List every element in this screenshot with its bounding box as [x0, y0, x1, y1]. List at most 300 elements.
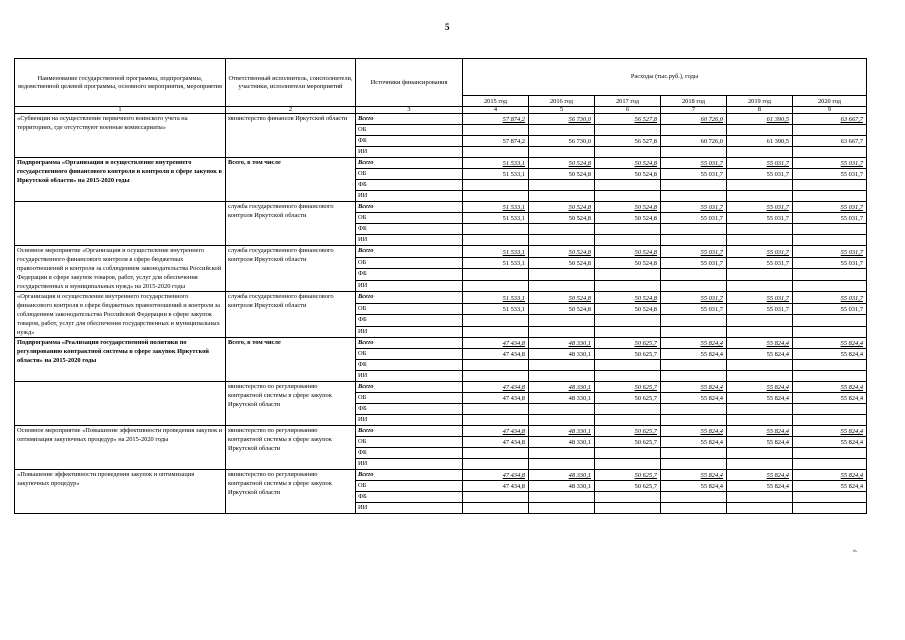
amount-cell: 55 824,4: [793, 470, 867, 481]
column-number: 6: [595, 107, 661, 114]
amount-cell: [595, 415, 661, 426]
funding-source: ФБ: [356, 136, 463, 147]
amount-cell: [529, 404, 595, 415]
amount-cell: [595, 125, 661, 136]
amount-cell: 48 330,1: [529, 382, 595, 393]
amount-cell: 50 524,8: [595, 257, 661, 269]
amount-cell: [661, 269, 727, 281]
header-numbers-row: [15, 107, 867, 114]
amount-cell: 50 524,8: [529, 292, 595, 304]
amount-cell: [463, 371, 529, 382]
amount-cell: [727, 492, 793, 503]
amount-cell: 50 524,8: [595, 292, 661, 304]
table-row: [15, 382, 867, 393]
table-row: [15, 158, 867, 169]
amount-cell: [463, 326, 529, 338]
executor-name: служба государственного финансового контроля Иркутской области: [226, 292, 356, 338]
funding-source: ИИ: [356, 191, 463, 202]
amount-cell: [463, 492, 529, 503]
amount-cell: [793, 191, 867, 202]
amount-cell: 48 330,1: [529, 470, 595, 481]
amount-cell: [463, 191, 529, 202]
amount-cell: 55 031,7: [661, 158, 727, 169]
amount-cell: [727, 125, 793, 136]
amount-cell: [727, 503, 793, 514]
amount-cell: 55 824,4: [793, 349, 867, 360]
amount-cell: 51 533,1: [463, 213, 529, 224]
funding-source: ОБ: [356, 169, 463, 180]
amount-cell: [727, 147, 793, 158]
amount-cell: [727, 224, 793, 235]
table-row: [15, 114, 867, 125]
amount-cell: [661, 235, 727, 246]
amount-cell: [793, 326, 867, 338]
amount-cell: 51 533,1: [463, 202, 529, 213]
amount-cell: [463, 125, 529, 136]
program-name: Основное мероприятие «Организация и осуществление внутреннего государственного финансового контроля в сфере бюджетных правоотношений и контроля за соблюдением законодательства Российской Федерации в сфере закупок товаров, работ, услуг для обеспечения государственных и муниципальных нужд» на 2015-2020 годы: [15, 246, 226, 292]
amount-cell: 60 726,0: [661, 114, 727, 125]
funding-source: ОБ: [356, 349, 463, 360]
amount-cell: 51 533,1: [463, 158, 529, 169]
amount-cell: [727, 235, 793, 246]
amount-cell: 48 330,1: [529, 437, 595, 448]
amount-cell: [529, 326, 595, 338]
funding-source: Всего: [356, 246, 463, 258]
table-body: [15, 114, 867, 514]
table-row: [15, 338, 867, 349]
amount-cell: 55 031,7: [661, 303, 727, 315]
amount-cell: [661, 503, 727, 514]
amount-cell: [463, 503, 529, 514]
amount-cell: 50 625,7: [595, 437, 661, 448]
funding-source: ИИ: [356, 147, 463, 158]
amount-cell: 55 824,4: [727, 382, 793, 393]
amount-cell: [595, 224, 661, 235]
amount-cell: 55 824,4: [793, 481, 867, 492]
amount-cell: [595, 269, 661, 281]
amount-cell: [793, 125, 867, 136]
amount-cell: 48 330,1: [529, 393, 595, 404]
amount-cell: 50 625,7: [595, 481, 661, 492]
amount-cell: 55 824,4: [661, 393, 727, 404]
amount-cell: 50 524,8: [595, 246, 661, 258]
end-mark: ».: [853, 548, 858, 554]
amount-cell: 55 031,7: [727, 303, 793, 315]
amount-cell: 55 031,7: [661, 246, 727, 258]
amount-cell: 55 824,4: [661, 470, 727, 481]
amount-cell: [463, 280, 529, 292]
amount-cell: [595, 503, 661, 514]
amount-cell: [661, 191, 727, 202]
amount-cell: [727, 280, 793, 292]
funding-source: ФБ: [356, 404, 463, 415]
amount-cell: 55 824,4: [661, 426, 727, 437]
amount-cell: 55 031,7: [793, 246, 867, 258]
table-row: [15, 246, 867, 258]
amount-cell: [595, 360, 661, 371]
amount-cell: [529, 224, 595, 235]
funding-source: Всего: [356, 114, 463, 125]
year-header: 2018 год: [661, 96, 727, 107]
program-name: «Повышение эффективности проведения закупок и оптимизация закупочных процедур»: [15, 470, 226, 514]
column-number: 3: [356, 107, 463, 114]
amount-cell: 50 524,8: [529, 257, 595, 269]
amount-cell: 57 874,2: [463, 136, 529, 147]
amount-cell: [595, 191, 661, 202]
table-row: [15, 292, 867, 304]
column-number: 9: [793, 107, 867, 114]
amount-cell: [595, 459, 661, 470]
amount-cell: 47 434,8: [463, 470, 529, 481]
amount-cell: [793, 147, 867, 158]
amount-cell: [661, 415, 727, 426]
amount-cell: 55 824,4: [727, 470, 793, 481]
amount-cell: [793, 371, 867, 382]
budget-table: [14, 58, 867, 514]
amount-cell: 50 524,8: [595, 213, 661, 224]
amount-cell: [793, 404, 867, 415]
funding-source: ФБ: [356, 360, 463, 371]
year-header: 2016 год: [529, 96, 595, 107]
funding-source: ОБ: [356, 393, 463, 404]
amount-cell: [529, 448, 595, 459]
amount-cell: 51 533,1: [463, 246, 529, 258]
executor-name: служба государственного финансового контроля Иркутской области: [226, 246, 356, 292]
amount-cell: [529, 280, 595, 292]
amount-cell: 55 031,7: [793, 202, 867, 213]
executor-name: Всего, в том числе: [226, 338, 356, 382]
amount-cell: 60 726,0: [661, 136, 727, 147]
amount-cell: [727, 180, 793, 191]
funding-source: ФБ: [356, 448, 463, 459]
amount-cell: 55 031,7: [727, 246, 793, 258]
amount-cell: [793, 459, 867, 470]
amount-cell: [793, 360, 867, 371]
column-number: 8: [727, 107, 793, 114]
amount-cell: 50 524,8: [595, 303, 661, 315]
program-name: [15, 202, 226, 246]
amount-cell: [727, 459, 793, 470]
funding-source: ФБ: [356, 492, 463, 503]
amount-cell: [463, 360, 529, 371]
funding-source: ИИ: [356, 415, 463, 426]
amount-cell: 55 824,4: [727, 426, 793, 437]
amount-cell: [463, 315, 529, 327]
amount-cell: [463, 404, 529, 415]
amount-cell: 55 824,4: [727, 437, 793, 448]
column-number: 1: [15, 107, 226, 114]
amount-cell: [463, 269, 529, 281]
amount-cell: 55 824,4: [661, 338, 727, 349]
amount-cell: 47 434,8: [463, 338, 529, 349]
amount-cell: 55 824,4: [727, 338, 793, 349]
amount-cell: 55 031,7: [727, 213, 793, 224]
amount-cell: 55 031,7: [727, 292, 793, 304]
amount-cell: [595, 326, 661, 338]
amount-cell: 50 524,8: [595, 202, 661, 213]
amount-cell: [661, 360, 727, 371]
funding-source: ОБ: [356, 125, 463, 136]
amount-cell: [529, 503, 595, 514]
amount-cell: 61 390,5: [727, 114, 793, 125]
amount-cell: [661, 125, 727, 136]
program-name: «Субвенции на осуществление первичного воинского учета на территориях, где отсутствуют военные комиссариаты»: [15, 114, 226, 158]
executor-name: министерство финансов Иркутской области: [226, 114, 356, 158]
funding-source: ОБ: [356, 213, 463, 224]
amount-cell: [793, 224, 867, 235]
amount-cell: [793, 448, 867, 459]
amount-cell: 56 527,8: [595, 114, 661, 125]
year-header: 2015 год: [463, 96, 529, 107]
amount-cell: [661, 315, 727, 327]
amount-cell: 55 824,4: [661, 437, 727, 448]
amount-cell: 55 031,7: [793, 158, 867, 169]
funding-source: ФБ: [356, 224, 463, 235]
amount-cell: 63 667,7: [793, 136, 867, 147]
amount-cell: 55 031,7: [793, 169, 867, 180]
amount-cell: 50 625,7: [595, 393, 661, 404]
header-program: Наименование государственной программы, подпрограммы, ведомственной целевой программы, основного мероприятия, мероприятия: [15, 59, 226, 107]
amount-cell: [463, 448, 529, 459]
amount-cell: [529, 235, 595, 246]
amount-cell: [793, 280, 867, 292]
amount-cell: 56 730,0: [529, 136, 595, 147]
amount-cell: [529, 125, 595, 136]
funding-source: ОБ: [356, 481, 463, 492]
amount-cell: [595, 492, 661, 503]
amount-cell: 50 524,8: [595, 158, 661, 169]
amount-cell: 48 330,1: [529, 481, 595, 492]
funding-source: Всего: [356, 470, 463, 481]
amount-cell: [529, 269, 595, 281]
amount-cell: [727, 360, 793, 371]
amount-cell: [727, 404, 793, 415]
amount-cell: [529, 360, 595, 371]
program-name: Подпрограмма «Реализация государственной политики по регулированию контрактной системы в сфере закупок Иркутской области» на 2015-2020 годы: [15, 338, 226, 382]
amount-cell: [595, 404, 661, 415]
funding-source: ИИ: [356, 235, 463, 246]
amount-cell: [727, 315, 793, 327]
amount-cell: 47 434,8: [463, 437, 529, 448]
amount-cell: [463, 180, 529, 191]
header-executor: Ответственный исполнитель, соисполнители, участники, исполнители мероприятий: [226, 59, 356, 107]
amount-cell: 51 533,1: [463, 303, 529, 315]
amount-cell: [595, 371, 661, 382]
amount-cell: 50 625,7: [595, 338, 661, 349]
amount-cell: [529, 459, 595, 470]
amount-cell: 48 330,1: [529, 349, 595, 360]
funding-source: ИИ: [356, 503, 463, 514]
funding-source: Всего: [356, 202, 463, 213]
funding-source: ОБ: [356, 303, 463, 315]
page-number: 5: [445, 22, 450, 32]
year-header: 2019 год: [727, 96, 793, 107]
funding-source: ОБ: [356, 437, 463, 448]
amount-cell: 47 434,8: [463, 382, 529, 393]
amount-cell: 47 434,8: [463, 481, 529, 492]
column-number: 5: [529, 107, 595, 114]
amount-cell: 55 031,7: [793, 292, 867, 304]
amount-cell: 55 031,7: [727, 257, 793, 269]
amount-cell: 50 524,8: [529, 202, 595, 213]
amount-cell: 55 031,7: [661, 169, 727, 180]
amount-cell: 51 533,1: [463, 169, 529, 180]
funding-source: Всего: [356, 338, 463, 349]
amount-cell: 50 524,8: [595, 169, 661, 180]
amount-cell: 48 330,1: [529, 338, 595, 349]
executor-name: служба государственного финансового контроля Иркутской области: [226, 202, 356, 246]
amount-cell: [529, 180, 595, 191]
funding-source: ФБ: [356, 315, 463, 327]
year-header: 2017 год: [595, 96, 661, 107]
amount-cell: [727, 415, 793, 426]
funding-source: ИИ: [356, 371, 463, 382]
amount-cell: 55 824,4: [727, 393, 793, 404]
amount-cell: [463, 415, 529, 426]
amount-cell: 51 533,1: [463, 292, 529, 304]
table-row: [15, 426, 867, 437]
funding-source: Всего: [356, 292, 463, 304]
amount-cell: 57 874,2: [463, 114, 529, 125]
amount-cell: 50 524,8: [529, 158, 595, 169]
amount-cell: [661, 371, 727, 382]
amount-cell: 55 031,7: [661, 213, 727, 224]
amount-cell: 48 330,1: [529, 426, 595, 437]
amount-cell: [661, 180, 727, 191]
executor-name: министерство по регулированию контрактной системы в сфере закупок Иркутской области: [226, 470, 356, 514]
amount-cell: [661, 224, 727, 235]
amount-cell: 55 031,7: [661, 292, 727, 304]
amount-cell: [595, 280, 661, 292]
amount-cell: 50 625,7: [595, 470, 661, 481]
amount-cell: 56 527,8: [595, 136, 661, 147]
amount-cell: 55 031,7: [727, 202, 793, 213]
amount-cell: [661, 326, 727, 338]
amount-cell: 55 824,4: [793, 338, 867, 349]
amount-cell: [529, 492, 595, 503]
funding-source: ИИ: [356, 280, 463, 292]
amount-cell: 55 031,7: [661, 257, 727, 269]
amount-cell: [595, 235, 661, 246]
amount-cell: [661, 459, 727, 470]
amount-cell: 55 824,4: [793, 382, 867, 393]
amount-cell: [595, 147, 661, 158]
table-row: [15, 202, 867, 213]
amount-cell: [463, 224, 529, 235]
program-name: [15, 382, 226, 426]
year-header: 2020 год: [793, 96, 867, 107]
amount-cell: 55 031,7: [727, 158, 793, 169]
amount-cell: [727, 191, 793, 202]
amount-cell: 50 625,7: [595, 426, 661, 437]
amount-cell: [793, 503, 867, 514]
amount-cell: [595, 448, 661, 459]
amount-cell: 50 524,8: [529, 303, 595, 315]
column-number: 2: [226, 107, 356, 114]
amount-cell: 55 824,4: [727, 349, 793, 360]
amount-cell: [661, 492, 727, 503]
amount-cell: 61 390,5: [727, 136, 793, 147]
amount-cell: 50 524,8: [529, 213, 595, 224]
funding-source: ИИ: [356, 326, 463, 338]
funding-source: ИИ: [356, 459, 463, 470]
amount-cell: [727, 326, 793, 338]
amount-cell: [661, 280, 727, 292]
amount-cell: 50 625,7: [595, 349, 661, 360]
program-name: «Организация и осуществление внутреннего государственного финансового контроля в сфере бюджетных правоотношений и контроля за соблюдением законодательства Российской Федерации в сфере закупок товаров, работ, услуг для обеспечения государственных и муниципальных нужд»: [15, 292, 226, 338]
funding-source: Всего: [356, 382, 463, 393]
amount-cell: 55 824,4: [727, 481, 793, 492]
amount-cell: [793, 315, 867, 327]
amount-cell: [661, 448, 727, 459]
executor-name: Всего, в том числе: [226, 158, 356, 202]
amount-cell: [793, 492, 867, 503]
amount-cell: 51 533,1: [463, 257, 529, 269]
table-row: [15, 470, 867, 481]
amount-cell: 63 667,7: [793, 114, 867, 125]
amount-cell: [529, 415, 595, 426]
amount-cell: [793, 269, 867, 281]
amount-cell: [529, 315, 595, 327]
amount-cell: 56 730,0: [529, 114, 595, 125]
amount-cell: 50 524,8: [529, 246, 595, 258]
amount-cell: 55 031,7: [793, 257, 867, 269]
amount-cell: 55 031,7: [661, 202, 727, 213]
amount-cell: [595, 315, 661, 327]
column-number: 7: [661, 107, 727, 114]
program-name: Основное мероприятие «Повышение эффективности проведения закупок и оптимизация закупочных процедур» на 2015-2020 годы: [15, 426, 226, 470]
amount-cell: 55 824,4: [661, 349, 727, 360]
header-expenses: Расходы (тыс.руб.), годы: [463, 59, 867, 96]
amount-cell: 47 434,8: [463, 393, 529, 404]
amount-cell: [727, 448, 793, 459]
amount-cell: 55 824,4: [793, 426, 867, 437]
amount-cell: [463, 147, 529, 158]
amount-cell: [793, 235, 867, 246]
amount-cell: [529, 147, 595, 158]
amount-cell: 55 824,4: [661, 382, 727, 393]
funding-source: Всего: [356, 158, 463, 169]
funding-source: ОБ: [356, 257, 463, 269]
amount-cell: [661, 147, 727, 158]
amount-cell: [529, 371, 595, 382]
amount-cell: 55 031,7: [793, 213, 867, 224]
amount-cell: 50 625,7: [595, 382, 661, 393]
amount-cell: 55 031,7: [727, 169, 793, 180]
executor-name: министерство по регулированию контрактной системы в сфере закупок Иркутской области: [226, 426, 356, 470]
funding-source: ФБ: [356, 269, 463, 281]
amount-cell: 47 434,8: [463, 349, 529, 360]
amount-cell: [727, 269, 793, 281]
amount-cell: [463, 235, 529, 246]
amount-cell: [727, 371, 793, 382]
amount-cell: [793, 415, 867, 426]
amount-cell: [529, 191, 595, 202]
amount-cell: [661, 404, 727, 415]
amount-cell: [463, 459, 529, 470]
amount-cell: 47 434,8: [463, 426, 529, 437]
funding-source: Всего: [356, 426, 463, 437]
amount-cell: [793, 180, 867, 191]
funding-source: ФБ: [356, 180, 463, 191]
column-number: 4: [463, 107, 529, 114]
executor-name: министерство по регулированию контрактной системы в сфере закупок Иркутской области: [226, 382, 356, 426]
amount-cell: [595, 180, 661, 191]
program-name: Подпрограмма «Организация и осуществление внутреннего государственного финансового контроля и контроля в сфере закупок в Иркутской области» на 2015-2020 годы: [15, 158, 226, 202]
amount-cell: 55 824,4: [661, 481, 727, 492]
header-source: Источники финансирования: [356, 59, 463, 107]
amount-cell: 55 031,7: [793, 303, 867, 315]
